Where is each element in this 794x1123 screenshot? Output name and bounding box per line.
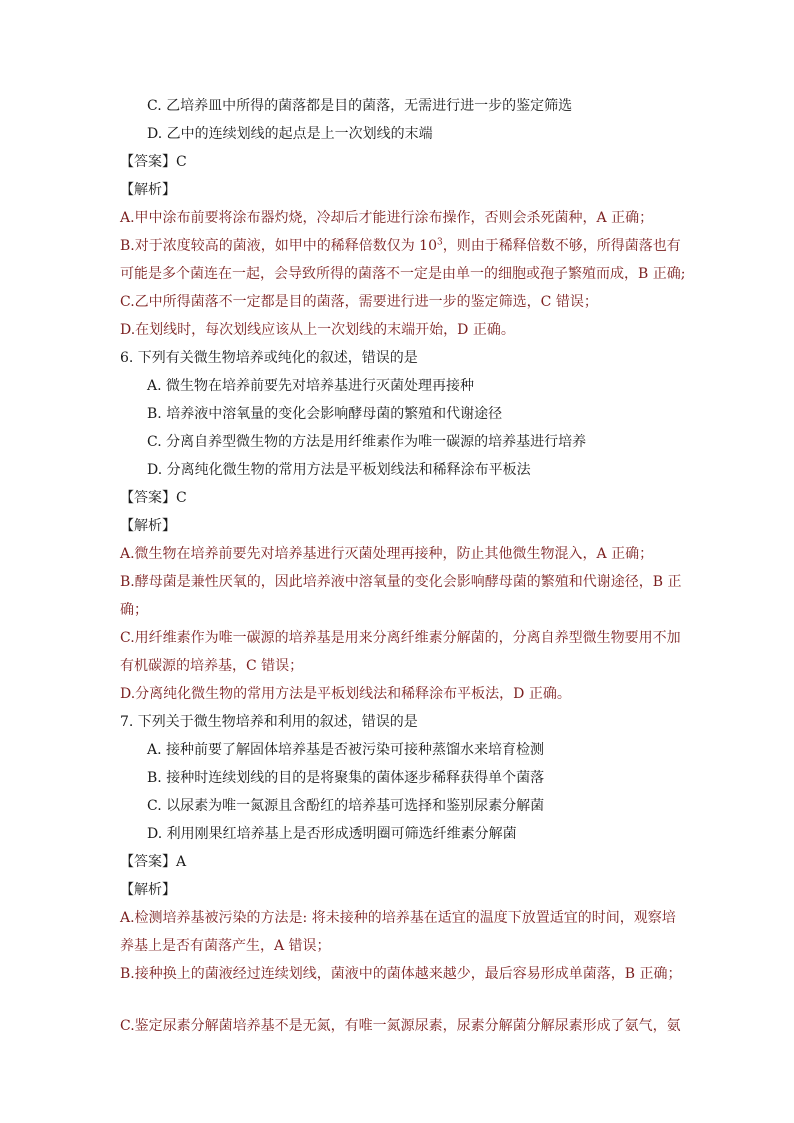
q6-option-d: D. 分离纯化微生物的常用方法是平板划线法和稀释涂布平板法 bbox=[147, 462, 531, 478]
q6-explanation-c-line1: C.用纤维素作为唯一碳源的培养基是用来分离纤维素分解菌的，分离自养型微生物要用不加 bbox=[120, 630, 681, 646]
q6-analysis-label: 【解析】 bbox=[120, 518, 176, 534]
q6-option-b: B. 培养液中溶氧量的变化会影响酵母菌的繁殖和代谢途径 bbox=[147, 406, 503, 422]
q7-answer: 【答案】A bbox=[120, 854, 187, 870]
q5-option-d: D. 乙中的连续划线的起点是上一次划线的末端 bbox=[147, 126, 433, 142]
q6-stem: 6. 下列有关微生物培养或纯化的叙述，错误的是 bbox=[120, 350, 418, 366]
q5-explanation-b-line2: 可能是多个菌连在一起，会导致所得的菌落不一定是由单一的细胞或孢子繁殖而成，B 正确; bbox=[120, 266, 686, 282]
q6-answer: 【答案】C bbox=[120, 490, 187, 506]
q5-exp-b-exponent: 3 bbox=[437, 237, 443, 248]
q7-analysis-label: 【解析】 bbox=[120, 882, 176, 898]
q6-option-a: A. 微生物在培养前要先对培养基进行灭菌处理再接种 bbox=[147, 378, 475, 394]
q5-explanation-d: D.在划线时，每次划线应该从上一次划线的末端开始，D 正确。 bbox=[120, 322, 515, 338]
q7-option-b: B. 接种时连续划线的目的是将聚集的菌体逐步稀释获得单个菌落 bbox=[147, 770, 545, 786]
q5-explanation-b-line1 bbox=[120, 236, 681, 256]
q5-answer: 【答案】C bbox=[120, 154, 187, 170]
q6-option-c: C. 分离自养型微生物的方法是用纤维素作为唯一碳源的培养基进行培养 bbox=[147, 434, 587, 450]
q6-explanation-b-line2: 确； bbox=[120, 602, 148, 618]
q6-explanation-c-line2: 有机碳源的培养基，C 错误； bbox=[120, 658, 304, 674]
q5-exp-b-pre: B.对于浓度较高的菌液，如甲中的稀释倍数仅为 10 bbox=[120, 238, 438, 254]
q7-option-c: C. 以尿素为唯一氮源且含酚红的培养基可选择和鉴别尿素分解菌 bbox=[147, 798, 545, 814]
q5-explanation-a: A.甲中涂布前要将涂布器灼烧，冷却后才能进行涂布操作，否则会杀死菌种，A 正确； bbox=[120, 210, 654, 226]
q7-explanation-b: B.接种换上的菌液经过连续划线，菌液中的菌体越来越少，最后容易形成单菌落，B 正确； bbox=[120, 966, 682, 982]
q7-explanation-a-line2: 养基上是否有菌落产生，A 错误； bbox=[120, 938, 331, 954]
q5-exp-b-post: ，则由于稀释倍数不够，所得菌落也有 bbox=[442, 238, 681, 254]
q7-option-d: D. 利用刚果红培养基上是否形成透明圈可筛选纤维素分解菌 bbox=[147, 826, 517, 842]
q5-option-c: C. 乙培养皿中所得的菌落都是目的菌落，无需进行进一步的鉴定筛选 bbox=[147, 98, 573, 114]
q7-explanation-a-line1: A.检测培养基被污染的方法是: 将未接种的培养基在适宜的温度下放置适宜的时间，观察培 bbox=[120, 910, 676, 926]
q6-explanation-b-line1: B.酵母菌是兼性厌氧的，因此培养液中溶氧量的变化会影响酵母菌的繁殖和代谢途径，B 正 bbox=[120, 574, 682, 590]
q7-stem: 7. 下列关于微生物培养和利用的叙述，错误的是 bbox=[120, 714, 418, 730]
q7-option-a: A. 接种前要了解固体培养基是否被污染可接种蒸馏水来培育检测 bbox=[147, 742, 545, 758]
q6-explanation-d: D.分离纯化微生物的常用方法是平板划线法和稀释涂布平板法，D 正确。 bbox=[120, 686, 571, 702]
q5-analysis-label: 【解析】 bbox=[120, 182, 176, 198]
q6-explanation-a: A.微生物在培养前要先对培养基进行灭菌处理再接种，防止其他微生物混入，A 正确； bbox=[120, 546, 654, 562]
q7-explanation-c: C.鉴定尿素分解菌培养基不是无氮，有唯一氮源尿素，尿素分解菌分解尿素形成了氨气，氨 bbox=[120, 1018, 681, 1034]
q5-explanation-c: C.乙中所得菌落不一定都是目的菌落，需要进行进一步的鉴定筛选，C 错误； bbox=[120, 294, 598, 310]
